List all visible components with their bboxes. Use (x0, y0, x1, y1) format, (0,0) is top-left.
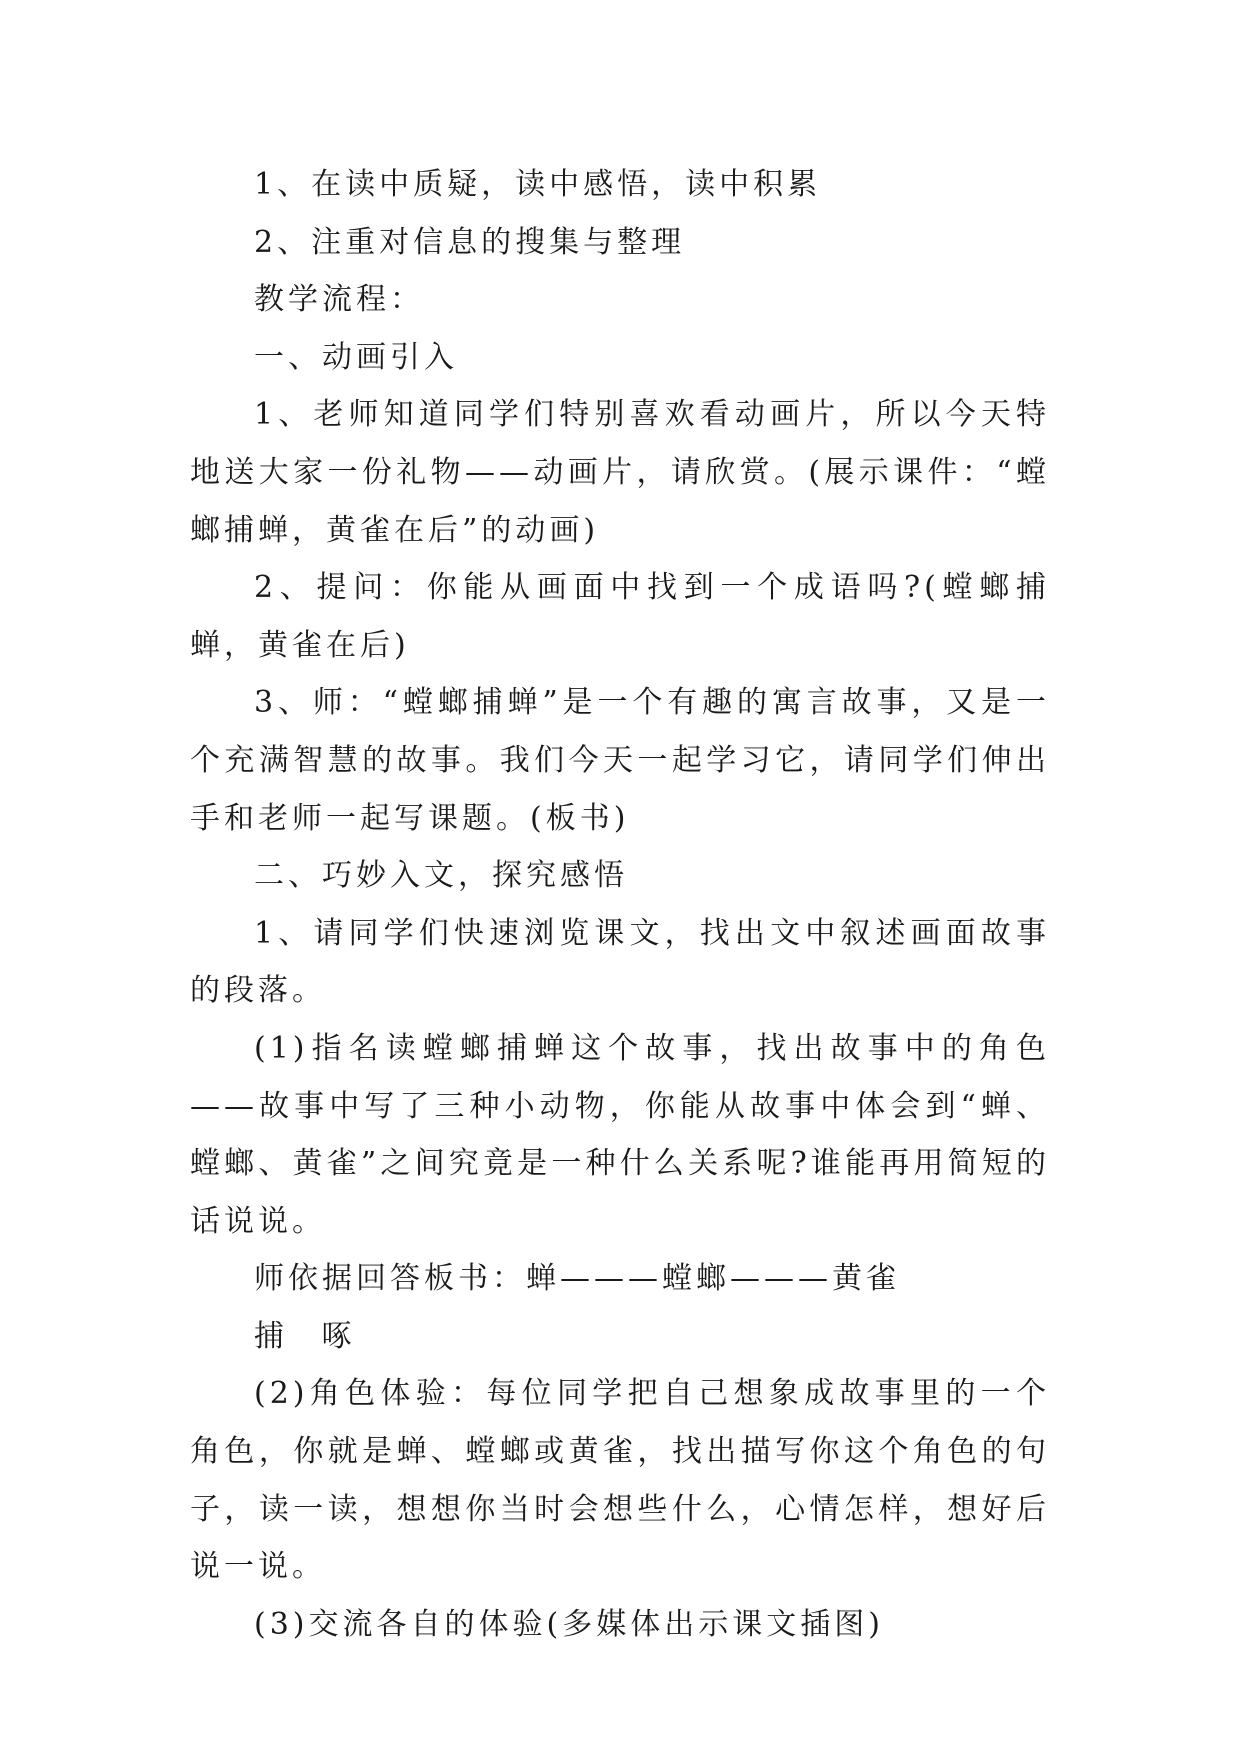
paragraph-4: 一、动画引入 (254, 339, 458, 375)
paragraph-8: 二、巧妙入文，探究感悟 (254, 858, 628, 894)
paragraph-5: 1、老师知道同学们特别喜欢看动画片，所以今天特地送大家一份礼物——动画片，请欣赏。(展示课件：“螳螂捕蝉，黄雀在后”的动画) (190, 397, 1050, 548)
paragraph-13: (2)角色体验：每位同学把自己想象成故事里的一个角色，你就是蝉、螳螂或黄雀，找出描写你这个角色的句子，读一读，想想你当时会想些什么，心情怎样，想好后说一说。 (190, 1376, 1050, 1585)
paragraph-10: (1)指名读螳螂捕蝉这个故事，找出故事中的角色——故事中写了三种小动物，你能从故事中体会到“蝉、螳螂、黄雀”之间究竟是一种什么关系呢?谁能再用简短的话说说。 (190, 1030, 1050, 1239)
paragraph-12: 捕 啄 (254, 1318, 366, 1354)
paragraph-9: 1、请同学们快速浏览课文，找出文中叙述画面故事的段落。 (190, 915, 1050, 1009)
paragraph-3: 教学流程： (254, 282, 424, 318)
paragraph-14: (3)交流各自的体验(多媒体出示课文插图) (254, 1606, 884, 1642)
paragraph-1: 1、在读中质疑，读中感悟，读中积累 (254, 167, 822, 202)
paragraph-2: 2、注重对信息的搜集与整理 (254, 224, 686, 260)
document-body (190, 156, 1050, 1653)
paragraph-6: 2、提问：你能从画面中找到一个成语吗?(螳螂捕蝉，黄雀在后) (190, 570, 1050, 663)
paragraph-7: 3、师：“螳螂捕蝉”是一个有趣的寓言故事，又是一个充满智慧的故事。我们今天一起学习它，请同学们伸出手和老师一起写课题。(板书) (190, 685, 1050, 836)
paragraph-11: 师依据回答板书：蝉———螳螂———黄雀 (254, 1261, 900, 1297)
